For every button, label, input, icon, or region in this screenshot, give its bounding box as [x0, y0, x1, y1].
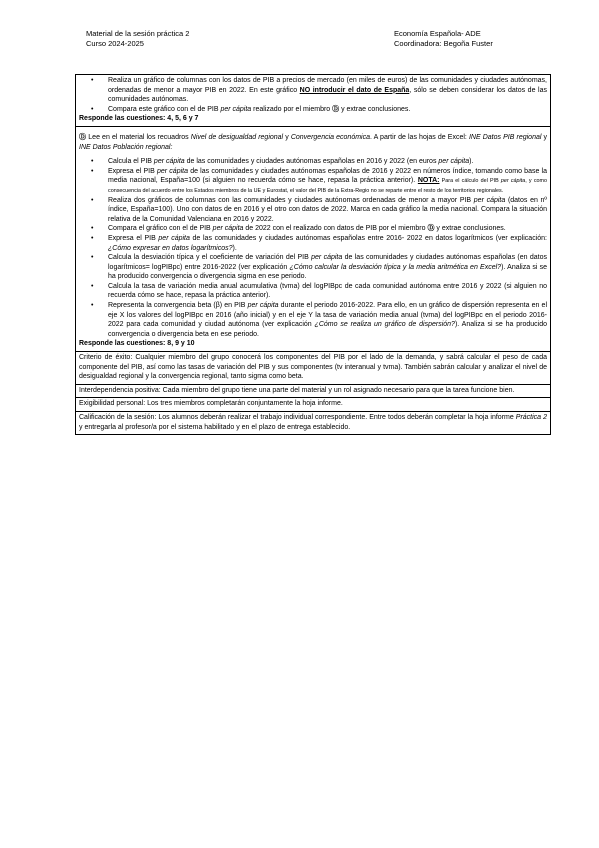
- bullet-text: Compara el gráfico con el de PIB: [108, 225, 213, 233]
- activity-table: [75, 74, 551, 435]
- bullet-text: de las comunidades y ciudades autónomas españolas en 2016 y 2022 (en euros: [184, 158, 439, 166]
- bullet-text: Realiza dos gráficos de columnas con las comunidades y ciudades autónomas ordenadas de menor a mayor PIB: [108, 196, 474, 204]
- questions-label: Responde las cuestiones: 8, 9 y 10: [79, 340, 195, 348]
- italic-text: Práctica 2: [515, 414, 547, 421]
- bullet-text: ). Analiza si se ha producido convergencia o divergencia sigma en ese periodo.: [108, 263, 547, 281]
- session-grading: [76, 412, 550, 434]
- italic-text: per cápita: [438, 158, 470, 166]
- bullet-text: Calcula el PIB: [108, 158, 154, 166]
- bullet-item: [79, 301, 547, 339]
- bullet-text: ). Analiza si se ha producido convergencia o divergencia beta en ese periodo.: [108, 321, 547, 338]
- member-d-icon: Ⓓ: [332, 105, 340, 113]
- bullet-item: [79, 234, 547, 253]
- bullet-icon: •: [91, 254, 94, 262]
- bullet-text: de las comunidades y ciudades autónomas españolas de 2016 y 2022 en números índice, tomando como base la media nacional, España=100 (si alguien no recuerda cómo se hace, repasa la práctica anterior).: [108, 167, 547, 185]
- intro-text: Lee en el material los recuadros: [86, 133, 191, 141]
- italic-text: per cápita: [158, 234, 190, 242]
- italic-text: INE Datos Población regional:: [79, 143, 173, 151]
- bullet-text: (datos en nº índice, España=100). Uno con datos de en 2016 y el otro con datos de 2022. Marca en cada gráfico la media nacional. Compara la situación relativa de la Comunidad Valenciana en 2016 y 2022.: [108, 196, 547, 223]
- bullet-icon: •: [91, 158, 94, 166]
- header-right: [394, 29, 493, 49]
- bullet-item: [79, 224, 547, 234]
- member-d-icon: Ⓓ: [79, 133, 87, 141]
- italic-text: Nivel de desigualdad regional: [190, 133, 284, 141]
- bullet-text: y extrae conclusiones.: [434, 225, 506, 233]
- bullet-text: Expresa el PIB: [108, 167, 157, 175]
- italic-text: per cápita: [220, 105, 252, 113]
- course-year: Curso 2024-2025: [86, 39, 144, 48]
- subject-title: Economía Española- ADE: [394, 29, 481, 38]
- italic-text: per cápita: [500, 178, 526, 185]
- italic-text: per cápita: [311, 254, 343, 262]
- bullet-text: Realiza un gráfico de columnas con los datos de PIB a precios de mercado (en miles de euros) de las comunidades y ciudades autónomas, ordenadas de menor a mayor PIB en 2022. En este gráfico: [108, 77, 547, 94]
- success-criteria: Criterio de éxito: Cualquier miembro del grupo conocerá los componentes del PIB por el lado de la demanda, y sabrá calcular el peso de cada componente del PIB, así como las tasas de variación del PIB y sus componentes (tv interanual y tvma). También sabrán calcular y analizar el nivel de desigualdad regional y la convergencia regional, tanto sigma como beta.: [76, 352, 550, 385]
- bullet-text: ).: [232, 244, 237, 252]
- italic-text: ¿Cómo expresar en datos logarítmicos?: [108, 244, 233, 252]
- bullet-icon: •: [91, 77, 94, 84]
- italic-text: Convergencia económica: [290, 133, 370, 141]
- bullet-text: Compara este gráfico con el de PIB: [108, 105, 221, 113]
- bullet-item: [79, 282, 547, 301]
- personal-accountability: Exigibilidad personal: Los tres miembros completarán conjuntamente la hoja informe.: [76, 398, 550, 412]
- intro-text: . A partir de las hojas de Excel:: [370, 133, 469, 141]
- bullet-text: Representa la convergencia beta (β) en PIB: [108, 302, 248, 310]
- bullet-text: Calcula la desviación típica y el coeficiente de variación del PIB: [108, 254, 312, 262]
- italic-text: ¿Cómo calcular la desviación típica y la media aritmética en Excel?: [289, 263, 502, 271]
- note-text: , y como consecuencia del acuerdo entre los Estados miembros de la UE y Eurostat, el valor del PIB de la Extra-Regio no se reparte entre el resto de los territorios regionales.: [108, 178, 547, 194]
- bullet-text: ).: [469, 158, 474, 166]
- positive-interdependence: Interdependencia positiva: Cada miembro del grupo tiene una parte del material y un rol asignado necesario para que la tarea funcione bien.: [76, 385, 550, 399]
- italic-text: per cápita: [247, 302, 279, 310]
- italic-text: INE Datos PIB regional: [468, 133, 542, 141]
- italic-text: per cápita: [157, 167, 188, 175]
- bullet-text: y extrae conclusiones.: [339, 105, 411, 113]
- material-title: Material de la sesión práctica 2: [86, 29, 190, 38]
- bullet-item: [79, 167, 547, 196]
- bullet-text: Calcula la tasa de variación media anual acumulativa (tvma) del logPIBpc de cada comunidad autónoma entre 2016 y 2022 (si alguien no recuerda cómo se hace, repasa la práctica anterior).: [108, 282, 547, 300]
- section-regional-inequality: [76, 127, 550, 352]
- bullet-icon: •: [91, 105, 94, 113]
- note-label: NOTA:: [417, 177, 440, 185]
- bullet-icon: •: [91, 225, 94, 233]
- intro-text: y: [541, 133, 548, 141]
- italic-text: per cápita: [153, 158, 185, 166]
- bullet-text: de las comunidades y ciudades autónomas españolas (en datos logarítmicos= logPIBpc) entre 2016-2022 (ver explicación: [108, 254, 547, 271]
- bullet-item: [79, 105, 547, 115]
- section-gdp-chart: [76, 75, 550, 127]
- italic-text: per cápita: [212, 225, 244, 233]
- bullet-icon: •: [91, 234, 94, 242]
- section-intro: [79, 133, 547, 152]
- bullet-item: [79, 253, 547, 282]
- bullet-icon: •: [91, 282, 94, 290]
- bullet-text: de 2022 con el realizado con datos de PIB por el miembro: [243, 225, 428, 233]
- bullet-item: [79, 76, 547, 105]
- bullet-item: [79, 196, 547, 225]
- emphasis-text: NO introducir el dato de España: [299, 86, 410, 94]
- bullet-item: [79, 157, 547, 167]
- bullet-icon: •: [91, 302, 94, 310]
- bullet-text: de las comunidades y ciudades autónomas españolas entre 2016- 2022 en datos logarítmicos (ver explicación:: [189, 234, 547, 242]
- coordinator: Coordinadora: Begoña Fuster: [394, 39, 493, 48]
- italic-text: ¿Cómo se realiza un gráfico de dispersión?: [314, 321, 455, 329]
- grading-text: y entregarla al profesor/a por el sistema habilitado y en el plazo de entrega establecido.: [79, 423, 351, 431]
- header-left: [86, 29, 189, 49]
- member-d-icon: Ⓓ: [427, 225, 435, 233]
- bullet-text: Expresa el PIB: [108, 234, 159, 242]
- bullet-text: durante el periodo 2016-2022. Para ello, en un gráfico de dispersión representa en el eje X los valores del logPIBpc en 2016 (año inicial) y en el eje Y la tasa de variación media anual (tvma) del logPIBpc en el periodo 2016-2022 para cada comunidad y ciudad autónoma (ver explicación: [108, 302, 547, 329]
- note-text: Para el cálculo del PIB: [439, 178, 501, 185]
- questions-label: Responde las cuestiones: 4, 5, 6 y 7: [79, 115, 199, 123]
- bullet-text: realizado por el miembro: [251, 105, 333, 113]
- bullet-text: , sólo se deben considerar los datos de las comunidades autónomas.: [108, 86, 547, 104]
- bullet-icon: •: [91, 196, 94, 204]
- grading-text: Calificación de la sesión: Los alumnos deberán realizar el trabajo individual correspondiente. Entre todos deberán completar la hoja informe: [79, 414, 516, 421]
- italic-text: per cápita: [473, 196, 506, 204]
- intro-text: y: [283, 133, 291, 141]
- bullet-icon: •: [91, 167, 94, 175]
